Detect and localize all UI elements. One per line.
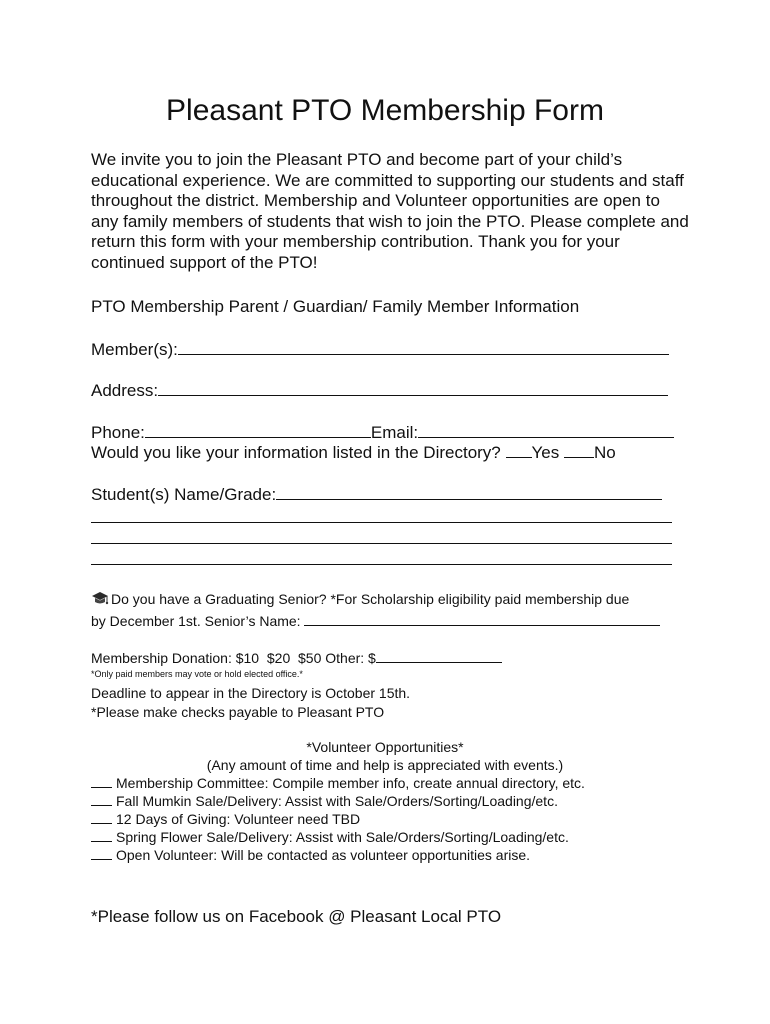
- students-line-3[interactable]: [91, 543, 672, 544]
- yes-label: Yes: [531, 443, 560, 462]
- volunteer-option-label: Open Volunteer: Will be contacted as volunteer opportunities arise.: [116, 847, 531, 863]
- volunteer-option: [91, 829, 569, 845]
- facebook-footer: *Please follow us on Facebook @ Pleasant Local PTO: [91, 907, 502, 926]
- students-row: [91, 484, 662, 505]
- volunteer-option-label: Membership Committee: Compile member info, create annual directory, etc.: [116, 775, 585, 791]
- volunteer-option: [91, 775, 585, 791]
- deadline-text: Deadline to appear in the Directory is October 15th.: [91, 685, 411, 701]
- donation-label: Membership Donation: $10 $20 $50 Other: $: [91, 650, 376, 666]
- address-field[interactable]: [158, 380, 668, 396]
- page-title: Pleasant PTO Membership Form: [166, 94, 604, 127]
- directory-no-field[interactable]: [564, 442, 594, 458]
- section-heading: PTO Membership Parent / Guardian/ Family Member Information: [91, 297, 580, 316]
- donation-row: [91, 649, 502, 666]
- directory-yes-field[interactable]: [506, 442, 532, 458]
- senior-name-label: by December 1st. Senior’s Name:: [91, 613, 301, 629]
- students-field[interactable]: [276, 484, 662, 500]
- senior-row-2: [91, 612, 660, 629]
- directory-question: Would you like your information listed in the Directory?: [91, 443, 501, 462]
- students-line-4[interactable]: [91, 564, 672, 565]
- phone-field[interactable]: [145, 422, 371, 438]
- senior-question: Do you have a Graduating Senior? *For Scholarship eligibility paid membership due: [111, 591, 630, 607]
- directory-row: [91, 442, 616, 463]
- volunteer-option-label: 12 Days of Giving: Volunteer need TBD: [116, 811, 361, 827]
- senior-name-field[interactable]: [304, 612, 660, 626]
- volunteer-option: [91, 793, 558, 809]
- volunteer-checkbox[interactable]: [91, 793, 112, 806]
- volunteer-subheading: (Any amount of time and help is appreciated with events.): [206, 757, 564, 773]
- checks-text: *Please make checks payable to Pleasant PTO: [91, 704, 385, 720]
- volunteer-heading: *Volunteer Opportunities*: [306, 739, 464, 755]
- volunteer-checkbox[interactable]: [91, 811, 112, 824]
- volunteer-option: [91, 811, 360, 827]
- phone-email-row: [91, 422, 674, 443]
- address-row: [91, 380, 668, 401]
- email-label: Email:: [370, 423, 419, 442]
- donation-note: *Only paid members may vote or hold elected office.*: [91, 669, 303, 679]
- volunteer-option-label: Fall Mumkin Sale/Delivery: Assist with Sale/Orders/Sorting/Loading/etc.: [116, 793, 558, 809]
- graduation-cap-icon: [91, 591, 109, 610]
- members-label: Member(s):: [91, 340, 178, 359]
- donation-other-field[interactable]: [376, 649, 502, 663]
- volunteer-checkbox[interactable]: [91, 775, 112, 788]
- members-row: [91, 339, 669, 360]
- phone-label: Phone:: [91, 423, 145, 442]
- volunteer-checkbox[interactable]: [91, 829, 112, 842]
- email-field[interactable]: [418, 422, 674, 438]
- volunteer-checkbox[interactable]: [91, 847, 112, 860]
- senior-row-1: [91, 591, 629, 610]
- students-label: Student(s) Name/Grade:: [91, 485, 277, 504]
- volunteer-option: [91, 847, 530, 863]
- address-label: Address:: [91, 381, 159, 400]
- volunteer-option-label: Spring Flower Sale/Delivery: Assist with Sale/Orders/Sorting/Loading/etc.: [116, 829, 569, 845]
- students-line-2[interactable]: [91, 522, 672, 523]
- members-field[interactable]: [178, 339, 669, 355]
- no-label: No: [593, 443, 616, 462]
- intro-paragraph: We invite you to join the Pleasant PTO and become part of your child’s educational experience. We are committed to supporting our students and staff throughout the district. Membership and Volunteer opportunities are open to any family members of students that wish to join the PTO. Please complete and return this form with your membership contribution. Thank you for your continued support of the PTO!: [91, 150, 689, 272]
